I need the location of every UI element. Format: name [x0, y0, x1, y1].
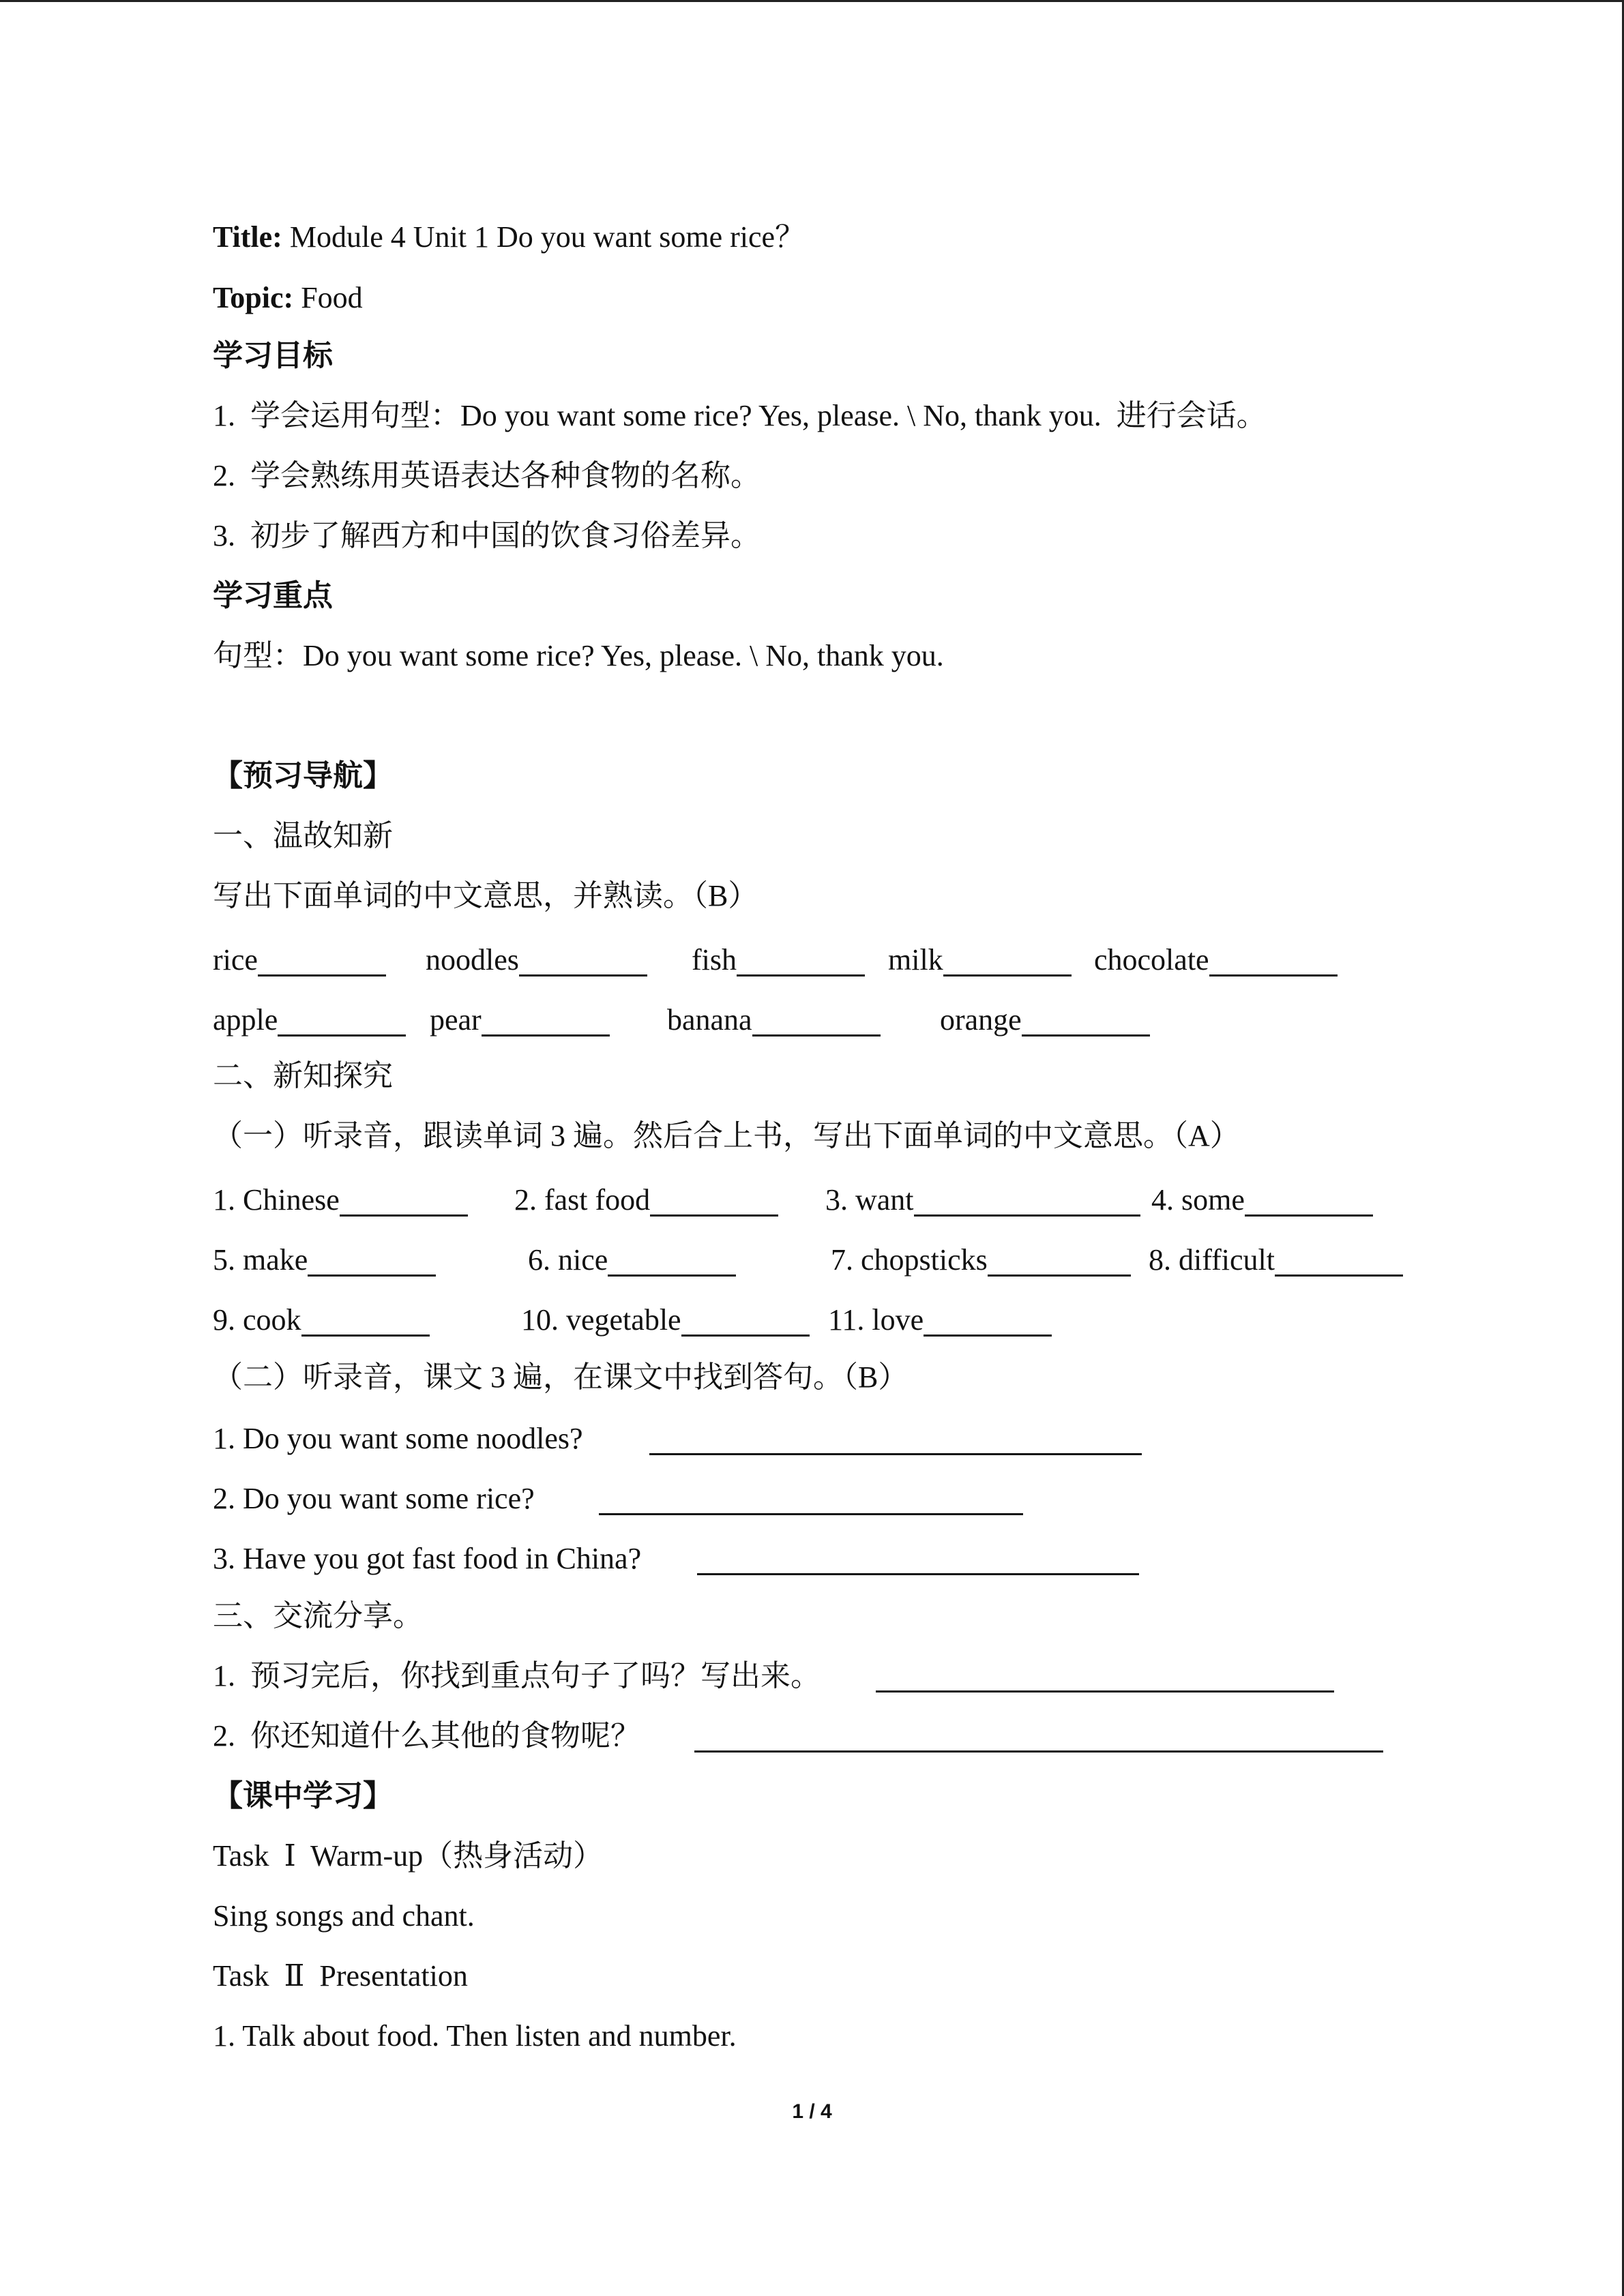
- title-line: [213, 217, 805, 258]
- answer-blank[interactable]: [340, 1184, 468, 1217]
- word-orange: orange: [940, 1000, 1150, 1041]
- task1-heading: Task Ⅰ Warm-up（热身活动）: [213, 1839, 604, 1873]
- topic-label: Topic:: [213, 281, 294, 314]
- page-top-border: [0, 0, 1624, 2]
- answer-blank[interactable]: [1022, 1004, 1150, 1037]
- answer-blank[interactable]: [308, 1244, 436, 1277]
- word-noodles: noodles: [426, 940, 647, 981]
- title-label: Title:: [213, 220, 282, 254]
- topic-value: Food: [293, 281, 363, 314]
- answer-blank[interactable]: [258, 944, 386, 976]
- answer-blank[interactable]: [752, 1004, 881, 1037]
- vocab-make: 5. make: [213, 1240, 436, 1281]
- vocab-nice: 6. nice: [528, 1240, 736, 1281]
- preview-heading: 【预习导航】: [213, 759, 393, 792]
- key-points-text: 句型：Do you want some rice? Yes, please. \ No, thank you.: [213, 639, 944, 672]
- part3-heading: 三、交流分享。: [213, 1599, 423, 1632]
- answer-line[interactable]: [876, 1660, 1334, 1693]
- task2-item: 1. Talk about food. Then listen and number.: [213, 2019, 737, 2053]
- word-milk: milk: [888, 940, 1072, 981]
- answer-blank[interactable]: [482, 1004, 610, 1037]
- words-row-1: [213, 940, 1441, 981]
- vocab-row-3: [213, 1300, 1441, 1341]
- task2-heading: Task Ⅱ Presentation: [213, 1959, 468, 1993]
- topic-line: [213, 278, 363, 318]
- answer-blank[interactable]: [608, 1244, 736, 1277]
- title-value: Module 4 Unit 1 Do you want some rice？: [282, 220, 806, 254]
- objective-item-3: 3. 初步了解西方和中国的饮食习俗差异。: [213, 519, 761, 552]
- answer-blank[interactable]: [988, 1244, 1131, 1277]
- answer-blank[interactable]: [278, 1004, 406, 1037]
- answer-blank[interactable]: [1209, 944, 1338, 976]
- part1-instruction: 写出下面单词的中文意思，并熟读。（B）: [213, 879, 758, 912]
- vocab-want: 3. want: [825, 1180, 1140, 1221]
- answer-blank[interactable]: [650, 1184, 778, 1217]
- question-3: 3. Have you got fast food in China?: [213, 1538, 1441, 1579]
- page-number: 1 / 4: [792, 2100, 832, 2123]
- word-rice: rice: [213, 940, 386, 981]
- question-1: 1. Do you want some noodles?: [213, 1418, 1441, 1459]
- answer-blank[interactable]: [924, 1304, 1052, 1337]
- part1-heading: 一、温故知新: [213, 819, 393, 852]
- answer-blank[interactable]: [943, 944, 1072, 976]
- vocab-chopsticks: 7. chopsticks: [831, 1240, 1131, 1281]
- key-points-heading: 学习重点: [213, 579, 333, 612]
- answer-blank[interactable]: [1245, 1184, 1373, 1217]
- part2-heading: 二、新知探究: [213, 1059, 393, 1092]
- vocab-row-1: [213, 1180, 1441, 1221]
- answer-blank[interactable]: [737, 944, 865, 976]
- answer-blank[interactable]: [681, 1304, 810, 1337]
- vocab-love: 11. love: [828, 1300, 1052, 1341]
- answer-line[interactable]: [694, 1720, 1383, 1753]
- share-1: 1. 预习完后，你找到重点句子了吗？写出来。: [213, 1656, 1441, 1697]
- objective-item-1: 1. 学会运用句型：Do you want some rice? Yes, please. \ No, thank you. 进行会话。: [213, 399, 1267, 432]
- word-chocolate: chocolate: [1094, 940, 1338, 981]
- answer-blank[interactable]: [914, 1184, 1140, 1217]
- answer-line[interactable]: [697, 1543, 1139, 1575]
- answer-blank[interactable]: [1275, 1244, 1403, 1277]
- word-fish: fish: [692, 940, 865, 981]
- vocab-difficult: 8. difficult: [1149, 1240, 1403, 1281]
- word-pear: pear: [430, 1000, 610, 1041]
- word-banana: banana: [667, 1000, 881, 1041]
- in-class-heading: 【课中学习】: [213, 1779, 393, 1813]
- words-row-2: [213, 1000, 1441, 1041]
- vocab-row-2: [213, 1240, 1441, 1281]
- answer-blank[interactable]: [519, 944, 647, 976]
- part2-sub1: （一）听录音，跟读单词 3 遍。然后合上书，写出下面单词的中文意思。（A）: [213, 1119, 1240, 1152]
- vocab-some: 4. some: [1151, 1180, 1373, 1221]
- task1-text: Sing songs and chant.: [213, 1899, 475, 1933]
- share-2: 2. 你还知道什么其他的食物呢？: [213, 1716, 1441, 1757]
- question-2: 2. Do you want some rice?: [213, 1478, 1441, 1519]
- answer-line[interactable]: [649, 1423, 1142, 1455]
- answer-line[interactable]: [599, 1483, 1023, 1515]
- vocab-fast-food: 2. fast food: [514, 1180, 778, 1221]
- objective-item-2: 2. 学会熟练用英语表达各种食物的名称。: [213, 459, 761, 492]
- vocab-vegetable: 10. vegetable: [521, 1300, 810, 1341]
- objectives-heading: 学习目标: [213, 339, 333, 372]
- word-apple: apple: [213, 1000, 406, 1041]
- vocab-chinese: 1. Chinese: [213, 1180, 468, 1221]
- part2-sub2: （二）听录音，课文 3 遍，在课文中找到答句。（B）: [213, 1360, 909, 1394]
- answer-blank[interactable]: [301, 1304, 430, 1337]
- vocab-cook: 9. cook: [213, 1300, 430, 1341]
